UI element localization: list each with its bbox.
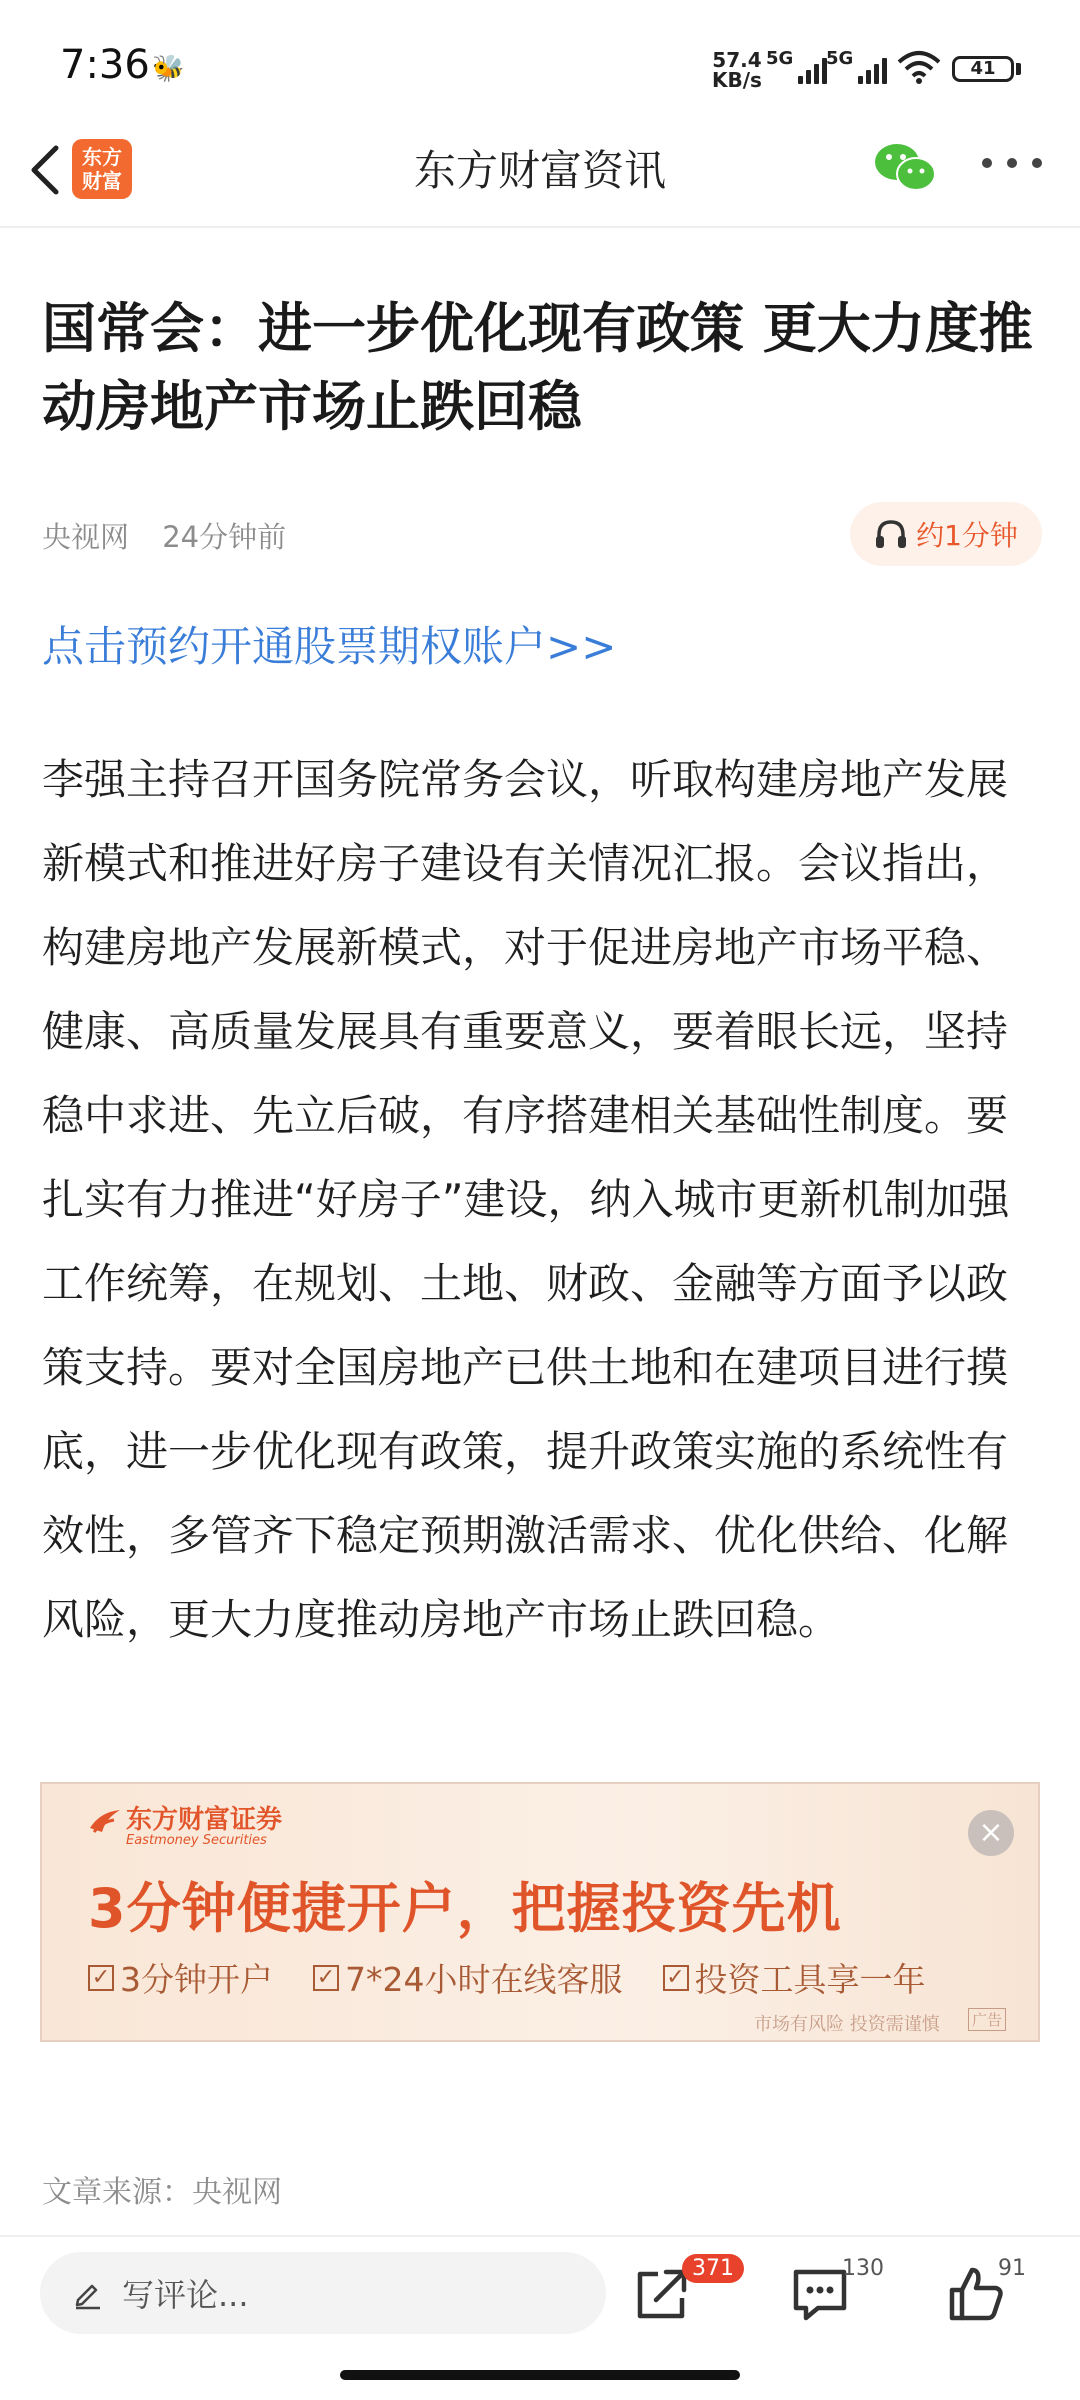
status-time: 7:36	[60, 42, 150, 88]
wifi-icon	[896, 50, 942, 84]
article-title: 国常会：进一步优化现有政策 更大力度推动房地产市场止跌回稳	[42, 297, 1033, 438]
ad-banner[interactable]	[40, 1782, 1040, 2042]
check-icon: ✓	[88, 1965, 114, 1991]
pencil-icon	[70, 2276, 104, 2310]
ad-brand: 东方财富证券 Eastmoney Securities	[88, 1806, 282, 1848]
ad-feature: ✓ 3分钟开户	[88, 1954, 273, 2001]
header-title: 东方财富资讯	[413, 146, 666, 195]
signal-icon-2: 5G	[826, 48, 887, 84]
ad-tag: 广告	[968, 2008, 1006, 2031]
home-indicator[interactable]	[340, 2370, 740, 2380]
ad-headline: 3分钟便捷开户，把握投资先机	[88, 1877, 842, 1940]
battery-icon: 41	[952, 56, 1014, 82]
article-meta	[42, 515, 310, 556]
network-speed: 57.4 KB/s	[712, 48, 762, 92]
ad-feature: ✓ 投资工具享一年	[663, 1954, 926, 2001]
ad-close-icon[interactable]: ×	[968, 1810, 1014, 1856]
article-time: 24分钟前	[162, 520, 287, 554]
article-body: 李强主持召开国务院常务会议，听取构建房地产发展新模式和推进好房子建设有关情况汇报。会议指出，构建房地产发展新模式，对于促进房地产市场平稳、健康、高质量发展具有重要意义，要着眼长远，坚持稳中求进、先立后破，有序搭建相关基础性制度。要扎实有力推进“好房子”建设，纳入城市更新机制加强工作统筹，在规划、土地、财政、金融等方面予以政策支持。要对全国房地产已供土地和在建项目进行摸底，进一步优化现有政策，提升政策实施的系统性有效性，多管齐下稳定预期激活需求、优化供给、化解风险，更大力度推动房地产市场止跌回稳。	[42, 755, 1010, 1644]
article-source[interactable]: 央视网	[42, 520, 130, 554]
header-divider	[0, 226, 1080, 228]
wechat-icon[interactable]	[872, 140, 938, 196]
comment-count: 130	[842, 2256, 884, 2281]
brand-logo-icon	[88, 1806, 122, 1836]
check-icon: ✓	[663, 1965, 689, 1991]
like-count: 91	[998, 2256, 1026, 2281]
article-source-line: 文章来源：央视网	[42, 2175, 282, 2210]
notification-icon: 🐝	[152, 54, 185, 84]
battery-tip	[1016, 63, 1021, 75]
share-count-badge: 371	[682, 2254, 744, 2283]
bottom-divider	[0, 2235, 1080, 2237]
listen-button[interactable]	[850, 502, 1042, 566]
ad-features	[88, 1954, 966, 2001]
signal-icon: 5G	[766, 48, 827, 84]
ad-risk-note: 市场有风险 投资需谨慎	[754, 2014, 940, 2035]
app-logo[interactable]: 东方 财富	[72, 139, 132, 199]
more-icon[interactable]	[982, 158, 1042, 174]
headphones-icon	[874, 519, 908, 549]
check-icon: ✓	[313, 1965, 339, 1991]
comment-input[interactable]	[40, 2252, 606, 2334]
promo-link[interactable]: 点击预约开通股票期权账户>>	[42, 622, 617, 671]
listen-duration: 约1分钟	[916, 519, 1018, 552]
ad-feature: ✓ 7*24小时在线客服	[313, 1954, 623, 2001]
comment-placeholder: 写评论...	[122, 2276, 249, 2314]
